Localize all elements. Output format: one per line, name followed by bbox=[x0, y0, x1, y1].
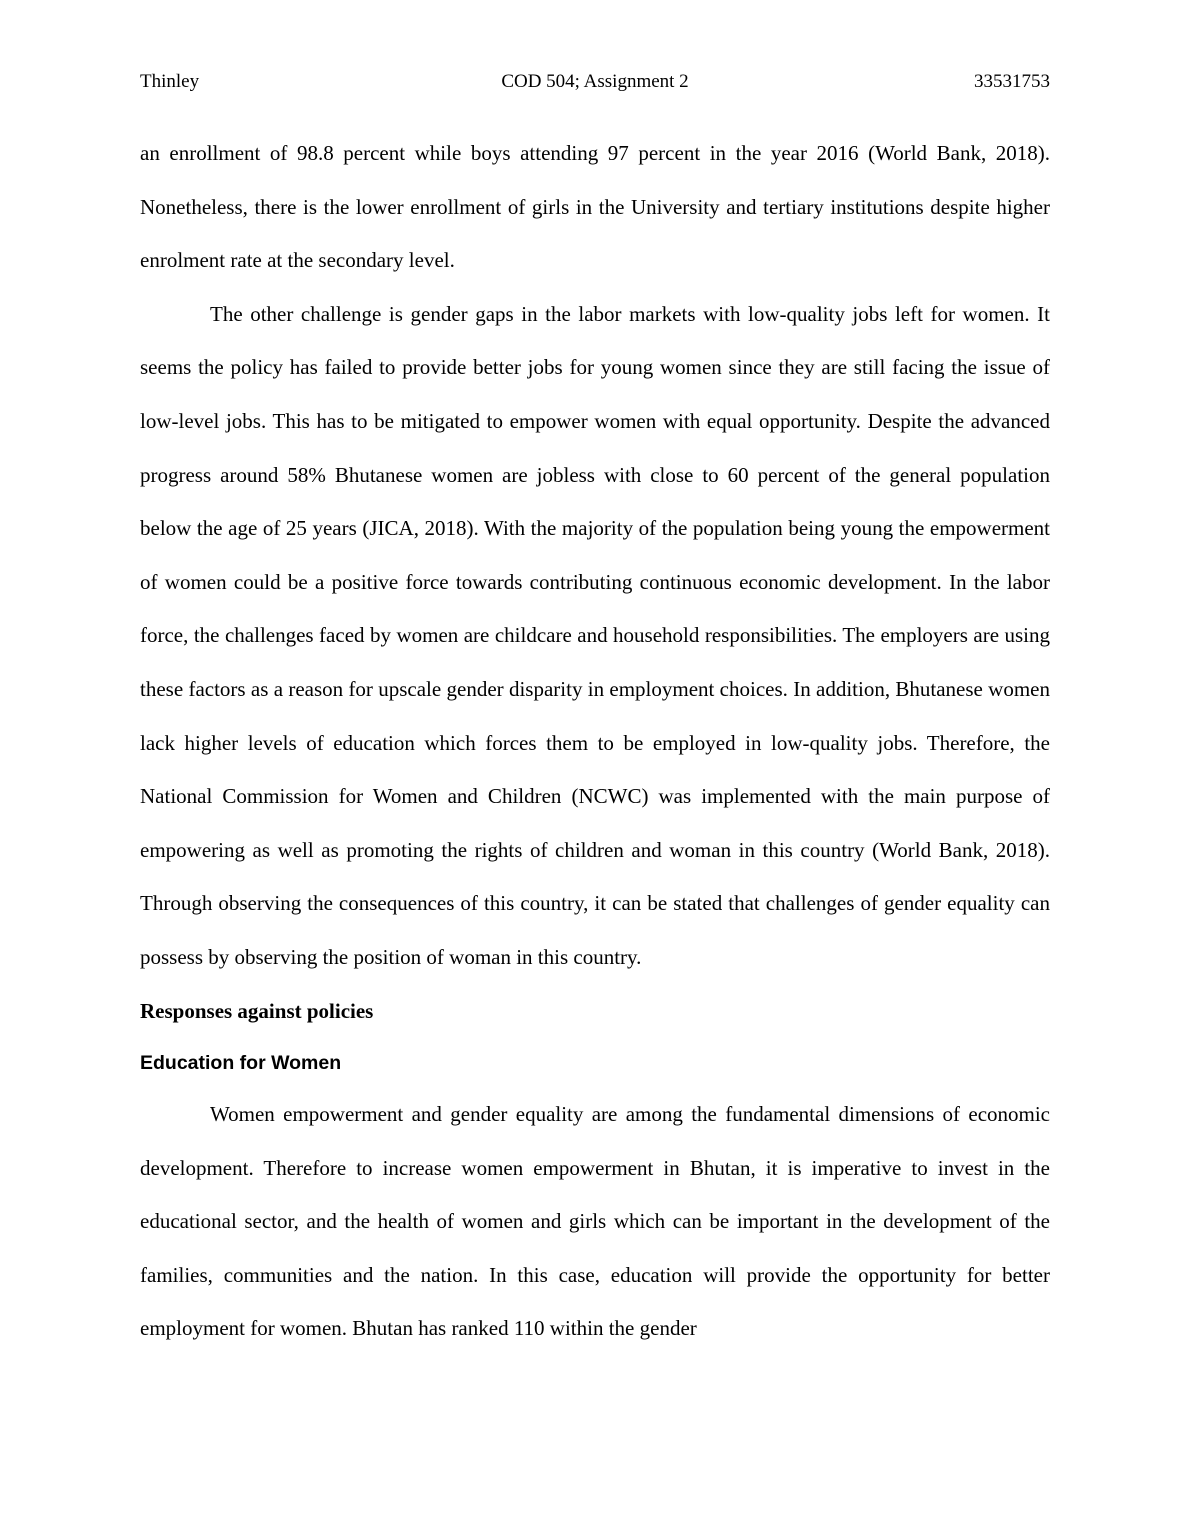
header-course-title: COD 504; Assignment 2 bbox=[501, 71, 689, 92]
header-author: Thinley bbox=[140, 71, 200, 92]
paragraph-labor-challenge: The other challenge is gender gaps in the labor markets with low-quality jobs left for women. It seems the policy has failed to provide better jobs for young women since they are still facing the issue of low-level jobs. This has to be mitigated to empower women with equal opportunity. Despite the advanced progress around 58% Bhutanese women are jobless with close to 60 percent of the general population below the age of 25 years (JICA, 2018). With the majority of the population being young the empowerment of women could be a positive force towards contributing continuous economic development. In the labor force, the challenges faced by women are childcare and household responsibilities. The employers are using these factors as a reason for upscale gender disparity in employment choices. In addition, Bhutanese women lack higher levels of education which forces them to be employed in low-quality jobs. Therefore, the National Commission for Women and Children (NCWC) was implemented with the main purpose of empowering as well as promoting the rights of children and woman in this country (World Bank, 2018). Through observing the consequences of this country, it can be stated that challenges of gender equality can possess by observing the position of woman in this country. bbox=[140, 301, 1050, 969]
subheading: Education for Women bbox=[140, 1052, 342, 1075]
paragraph-enrollment: an enrollment of 98.8 percent while boys attending 97 percent in the year 2016 (World Bank, 2018). Nonetheless, there is the lower enrollment of girls in the University and tertiary institutions despite higher enrolment rate at the secondary level. bbox=[140, 141, 1050, 273]
header-student-id: 33531753 bbox=[974, 71, 1050, 92]
document-body bbox=[140, 127, 1050, 1356]
page-header bbox=[140, 70, 1050, 94]
section-title: Responses against policies bbox=[140, 998, 374, 1023]
paragraph-education: Women empowerment and gender equality are among the fundamental dimensions of economic development. Therefore to increase women empowerment in Bhutan, it is imperative to invest in the educational sector, and the health of women and girls which can be important in the development of the families, communities and the nation. In this case, education will provide the opportunity for better employment for women. Bhutan has ranked 110 within the gender bbox=[140, 1102, 1050, 1341]
